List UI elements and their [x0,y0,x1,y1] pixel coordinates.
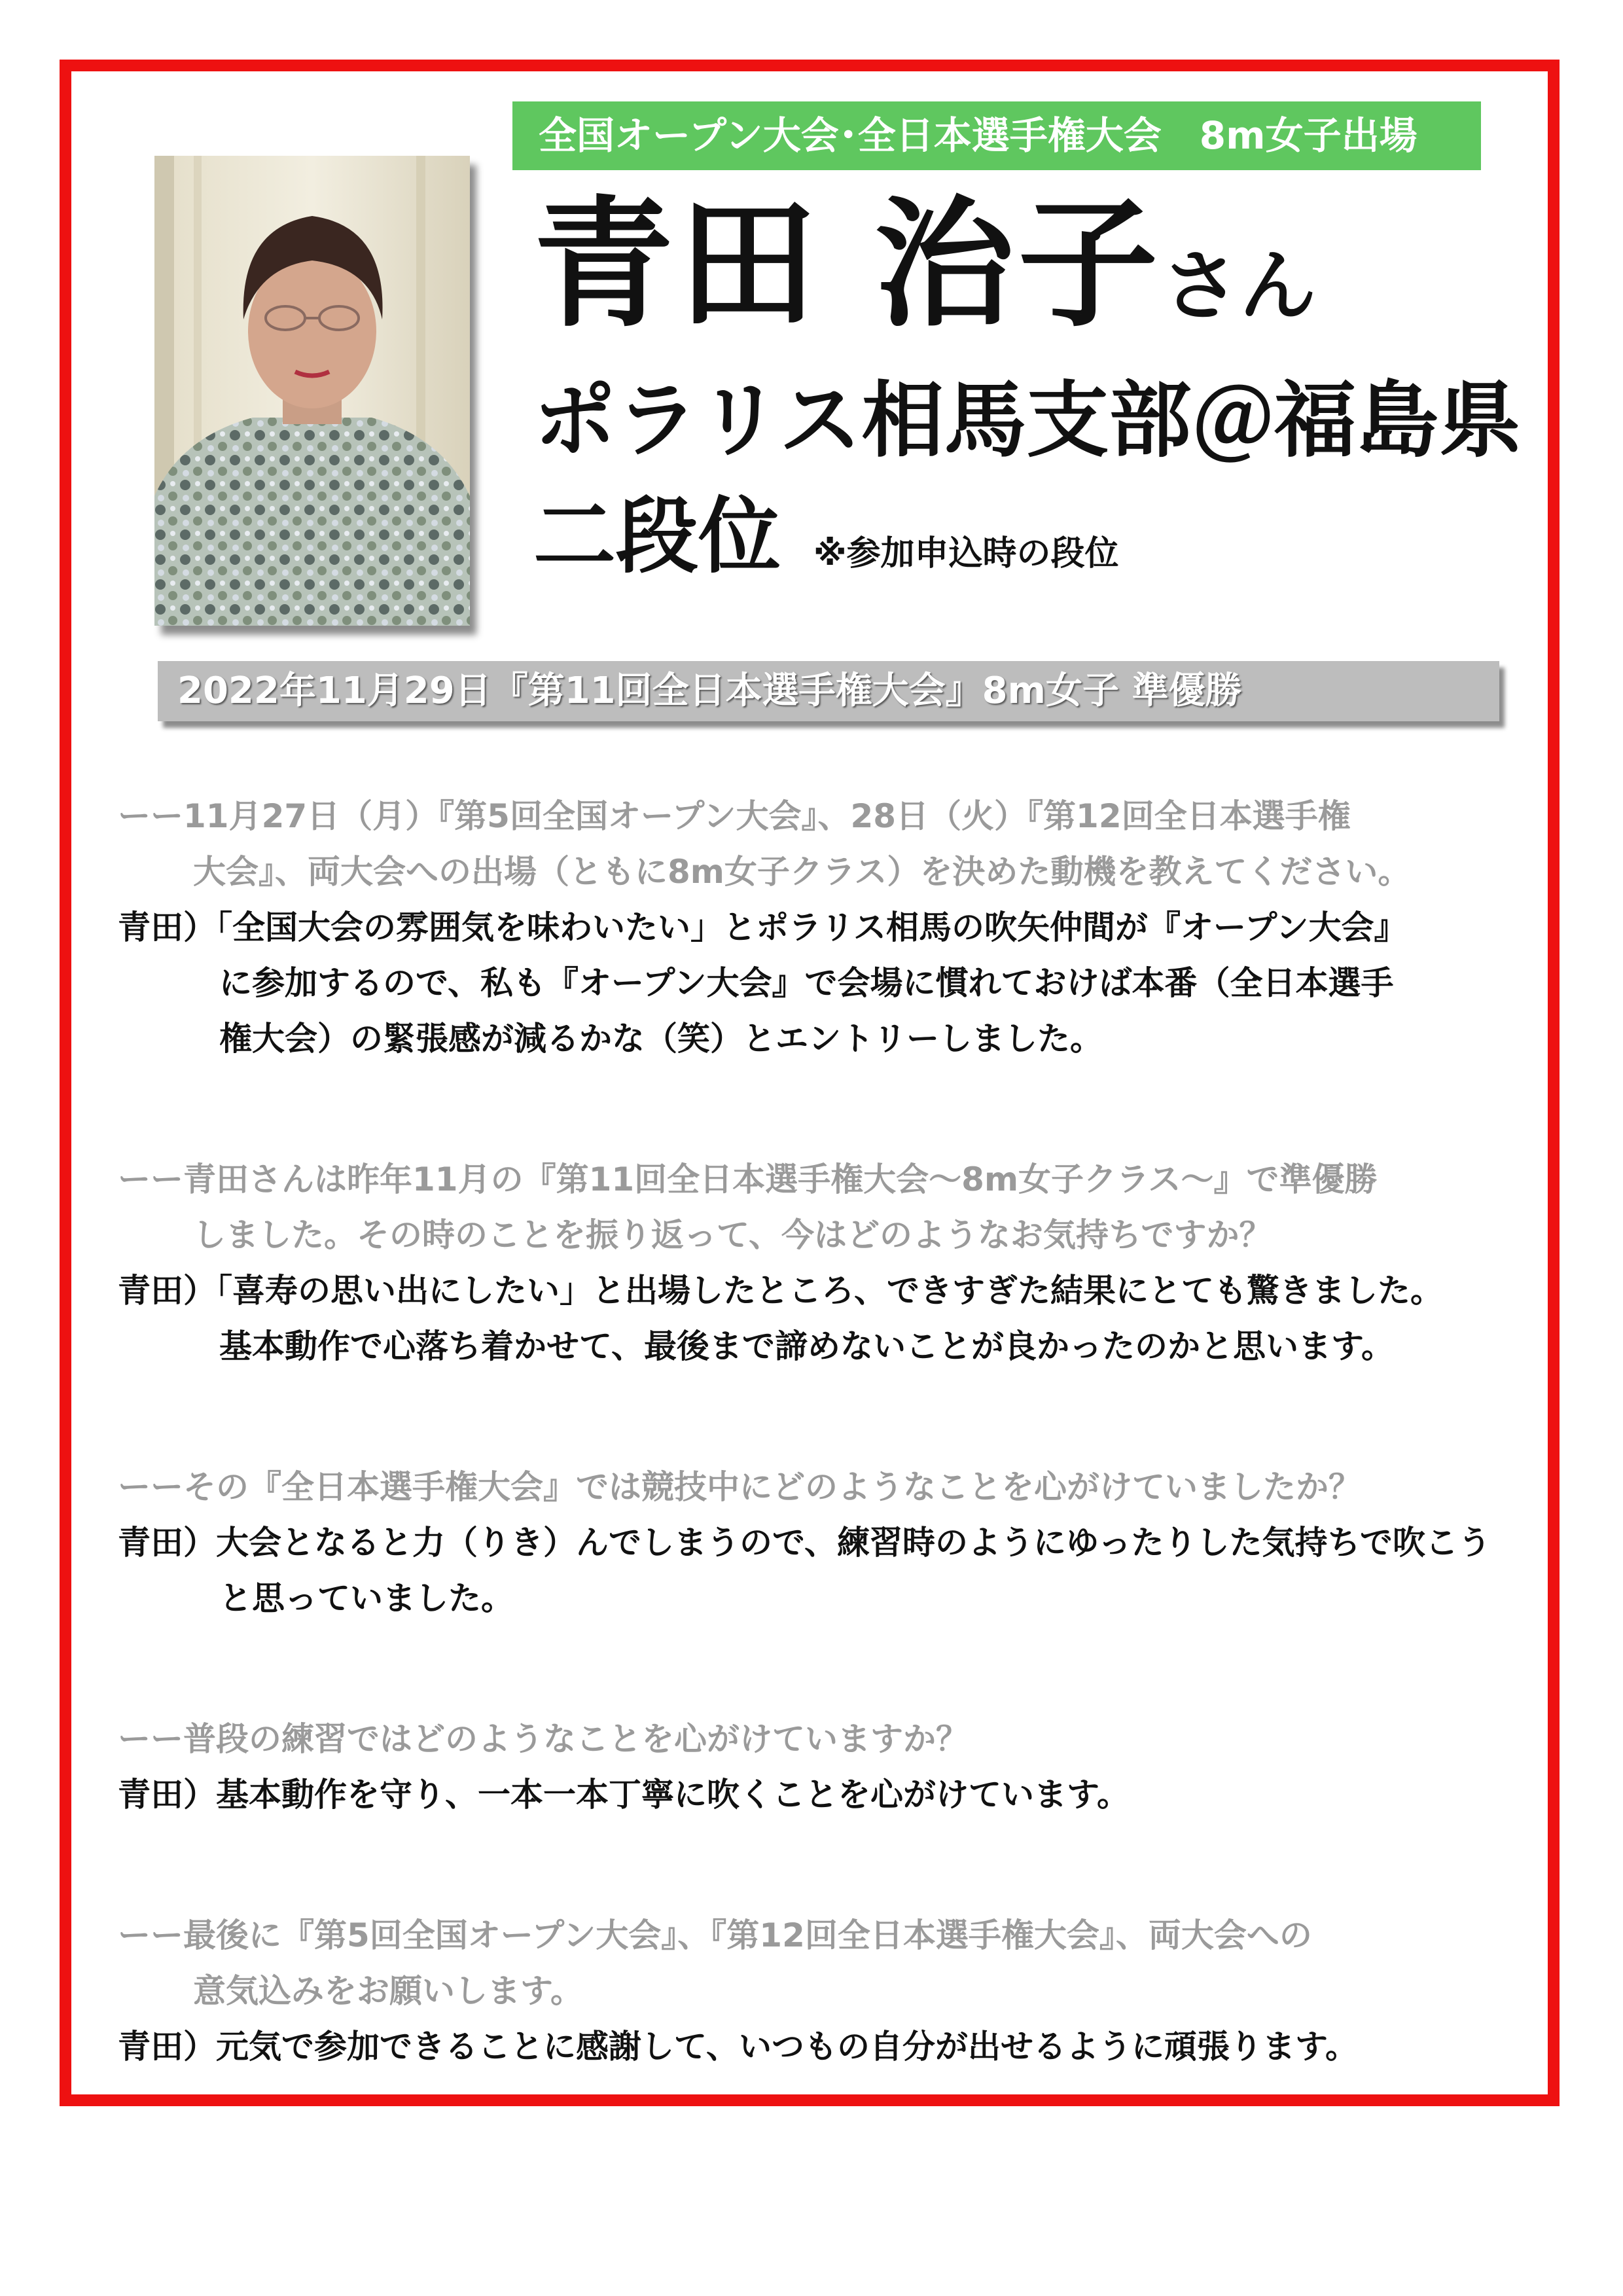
rank-note: ※参加申込時の段位 [813,534,1119,573]
answer-5: 青田）元気で参加できることに感謝して、いつもの自分が出せるように頑張ります。 [118,2028,1358,2066]
person-name [533,183,1317,365]
name-text: 青田 治子 [533,183,1162,346]
branch-name: ポラリス相馬支部＠福島県 [533,372,1522,469]
event-banner: 全国オープン大会･全日本選手権大会 8m女子出場 [512,101,1481,170]
question-1: ーー11月27日（月）『第5回全国オープン大会』、28日（火）『第12回全日本選手権 大会』、両大会への出場（ともに8m女子クラス）を決めた動機を教えてください。 [118,797,1411,891]
answer-4: 青田）基本動作を守り、一本一本丁寧に吹くことを心がけています。 [118,1776,1130,1814]
answer-2: 青田）「喜寿の思い出にしたい」と出場したところ、できすぎた結果にとても驚きました。 基本動作で心落ち着かせて、最後まで諦めないことが良かったのかと思います。 [118,1272,1443,1365]
question-2: ーー青田さんは昨年11月の『第11回全日本選手権大会～8m女子クラス～』で準優勝 しました。その時のことを振り返って、今はどのようなお気持ちですか？ [118,1160,1378,1254]
rank-text: 二段位 [533,488,781,584]
answer-1: 青田）「全国大会の雰囲気を味わいたい」とポラリス相馬の吹矢仲間が『オープン大会』 に参加するので、私も『オープン大会』で会場に慣れておけば本番（全日本選手 権大会）の緊張感が減るかな（笑）とエントリーしました。 [118,908,1407,1058]
portrait-photo [154,156,470,626]
result-banner: 2022年11月29日『第11回全日本選手権大会』8m女子 準優勝 [158,661,1499,721]
question-3: ーーその『全日本選手権大会』では競技中にどのようなことを心がけていましたか？ [118,1468,1361,1506]
answer-3: 青田）大会となると力（りき）んでしまうので、練習時のようにゆったりした気持ちで吹こう と思っていました。 [118,1524,1491,1617]
question-5: ーー最後に『第5回全国オープン大会』、『第12回全日本選手権大会』、両大会への 意気込みをお願いします。 [118,1916,1312,2010]
interview-section [118,789,1518,2160]
honorific-text: さん [1162,241,1317,331]
question-4: ーー普段の練習ではどのようなことを心がけていますか？ [118,1720,969,1758]
rank-row [533,488,1119,586]
